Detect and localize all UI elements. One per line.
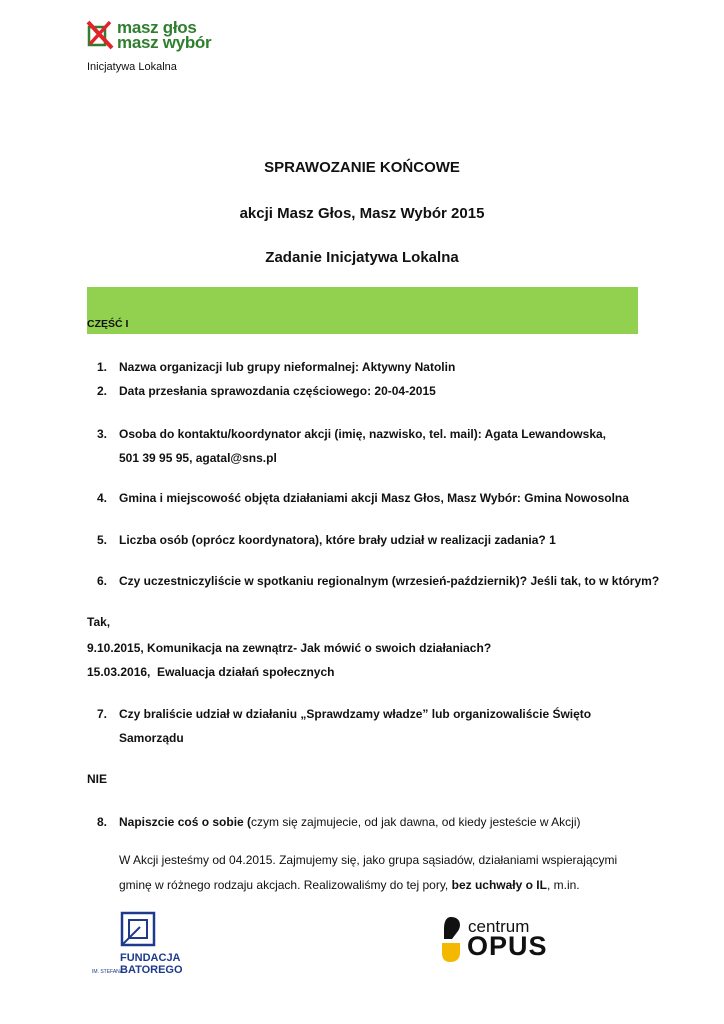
section-label: CZĘŚĆ I: [87, 318, 129, 330]
header-subtitle: Inicjatywa Lokalna: [87, 61, 177, 73]
answer-8-text: W Akcji jesteśmy od 04.2015. Zajmujemy się, jako grupa sąsiadów, działaniami wspierającymi gminę w różnego rodzaju akcjach. Realizowaliśmy do tej pory,: [119, 853, 618, 892]
batory-emblem-icon: [120, 911, 156, 947]
answer-8-paragraph: [119, 848, 634, 898]
question-text-bold: Napiszcie coś o sobie (: [119, 815, 252, 829]
question-number: 3.: [97, 427, 108, 441]
opus-line-1: centrum: [468, 917, 530, 936]
answer-8-bold: bez uchwały o IL: [451, 878, 547, 892]
task-title: Zadanie Inicjatywa Lokalna: [265, 249, 459, 266]
question-number: 8.: [97, 815, 108, 829]
section-band: [87, 287, 638, 334]
question-text-normal: czym się zajmujecie, od jak dawna, od kiedy jesteście w Akcji): [251, 815, 581, 829]
question-text: Osoba do kontaktu/koordynator akcji (imię, nazwisko, tel. mail): Agata Lewandowska, 501 39 95 95, agatal@sns.pl: [119, 427, 606, 465]
answer-7: NIE: [87, 772, 108, 786]
report-title: SPRAWOZANIE KOŃCOWE: [264, 159, 460, 176]
answer-6-line-1: Tak,: [87, 615, 111, 629]
logo-line-1: masz głos: [117, 18, 197, 37]
masz-glos-logo: [86, 18, 216, 52]
check-x-icon: [86, 18, 114, 50]
question-text: Gmina i miejscowość objęta działaniami akcji Masz Głos, Masz Wybór: Gmina Nowosolna: [119, 491, 629, 505]
logo-line-2: masz wybór: [117, 33, 212, 52]
question-number: 1.: [97, 360, 108, 374]
report-subtitle: akcji Masz Głos, Masz Wybór 2015: [239, 205, 485, 222]
batory-small: IM. STEFANA: [92, 969, 124, 975]
question-text: [119, 810, 639, 834]
question-7: [97, 702, 642, 750]
question-number: 4.: [97, 491, 108, 505]
question-number: 2.: [97, 384, 108, 398]
question-3: [97, 422, 642, 470]
batory-logo: [92, 911, 192, 979]
question-text: Nazwa organizacji lub grupy nieformalnej: Aktywny Natolin: [119, 360, 456, 374]
answer-6-line-3: 15.03.2016, Ewaluacja działań społecznych: [87, 665, 335, 679]
answer-6-line-2: 9.10.2015, Komunikacja na zewnątrz- Jak mówić o swoich działaniach?: [87, 641, 492, 655]
question-text: Czy braliście udział w działaniu „Sprawdzamy władze” lub organizowaliście Święto Samorządu: [119, 707, 592, 745]
answer-8-tail: , m.in.: [546, 878, 580, 892]
opus-logo: [438, 915, 558, 965]
question-number: 5.: [97, 533, 108, 547]
opus-line-2: OPUS: [467, 931, 548, 961]
question-text: Liczba osób (oprócz koordynatora), które brały udział w realizacji zadania? 1: [119, 533, 556, 547]
batory-line-2: BATOREGO: [120, 964, 183, 976]
batory-line-1: FUNDACJA: [120, 952, 181, 964]
question-number: 7.: [97, 707, 108, 721]
opus-emblem-icon: [438, 915, 464, 963]
question-text: Data przesłania sprawozdania częściowego: 20-04-2015: [119, 384, 436, 398]
question-text: Czy uczestniczyliście w spotkaniu regionalnym (wrzesień-październik)? Jeśli tak, to w którym?: [119, 574, 660, 588]
question-number: 6.: [97, 574, 108, 588]
